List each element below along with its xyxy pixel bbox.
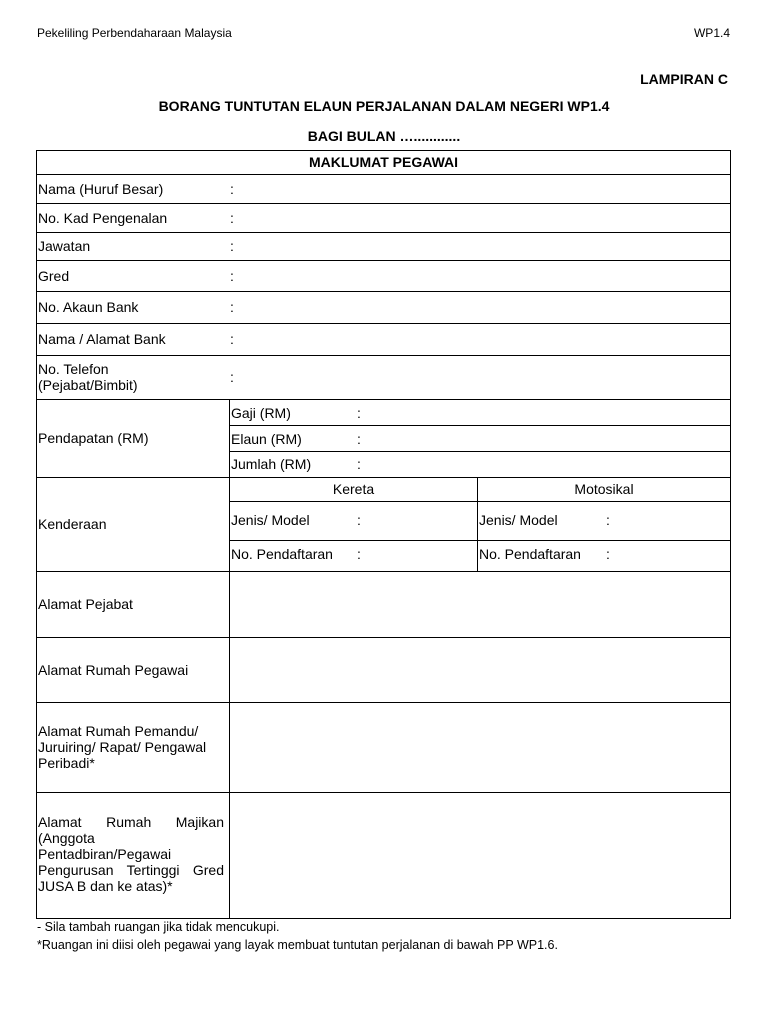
gaji-label: Gaji (RM): [231, 405, 291, 421]
field-colon: :: [606, 512, 610, 528]
row-divider: [36, 174, 731, 175]
alamat-pemandu-label: Alamat Rumah Pemandu/ Juruiring/ Rapat/ Pengawal Peribadi*: [38, 723, 207, 771]
kereta-header: Kereta: [332, 481, 375, 497]
field-label-akaun: No. Akaun Bank: [38, 299, 139, 315]
note-line: *Ruangan ini diisi oleh pegawai yang layak membuat tuntutan perjalanan di bawah PP WP1.6.: [37, 938, 558, 952]
field-colon: :: [357, 546, 361, 562]
row-divider: [229, 540, 731, 541]
row-divider: [36, 702, 731, 703]
alamat-majikan-label: Alamat Rumah Majikan (Anggota Pentadbiran/Pegawai Pengurusan Tertinggi Gred JUSA B dan ke atas)*: [38, 814, 224, 894]
field-colon: :: [230, 181, 234, 197]
field-colon: :: [357, 512, 361, 528]
row-divider: [36, 792, 731, 793]
row-divider: [36, 323, 731, 324]
row-divider: [229, 451, 731, 452]
field-colon: :: [230, 238, 234, 254]
field-colon: :: [357, 405, 361, 421]
field-label-gred: Gred: [38, 268, 70, 284]
header-right: WP1.4: [693, 26, 730, 40]
motosikal-jenis-label: Jenis/ Model: [479, 512, 558, 528]
elaun-label: Elaun (RM): [231, 431, 302, 447]
field-colon: :: [606, 546, 610, 562]
border-top: [36, 150, 731, 151]
row-divider: [36, 399, 731, 400]
field-label-bank: Nama / Alamat Bank: [38, 331, 166, 347]
col-divider: [229, 571, 230, 919]
header-left: Pekeliling Perbendaharaan Malaysia: [37, 26, 232, 40]
border-right: [730, 150, 731, 919]
row-divider: [36, 637, 731, 638]
row-divider: [36, 291, 731, 292]
section-title: MAKLUMAT PEGAWAI: [308, 154, 459, 170]
field-colon: :: [230, 299, 234, 315]
field-label-kad: No. Kad Pengenalan: [38, 210, 168, 226]
row-divider: [36, 260, 731, 261]
field-colon: :: [230, 331, 234, 347]
row-divider: [36, 571, 731, 572]
row-divider: [36, 203, 731, 204]
jumlah-label: Jumlah (RM): [231, 456, 312, 472]
row-divider: [36, 355, 731, 356]
field-colon: :: [230, 268, 234, 284]
motosikal-header: Motosikal: [574, 481, 634, 497]
field-label-nama: Nama (Huruf Besar): [38, 181, 164, 197]
pendapatan-label: Pendapatan (RM): [38, 430, 149, 446]
field-label-jawatan: Jawatan: [38, 238, 91, 254]
form-title: BORANG TUNTUTAN ELAUN PERJALANAN DALAM NEGERI WP1.4: [158, 98, 610, 114]
field-colon: :: [357, 431, 361, 447]
kereta-pendaftaran-label: No. Pendaftaran: [231, 546, 333, 562]
field-colon: :: [230, 210, 234, 226]
border-bottom: [36, 918, 731, 919]
lampiran-label: LAMPIRAN C: [640, 71, 728, 87]
alamat-rumah-pegawai-label: Alamat Rumah Pegawai: [38, 662, 189, 678]
field-colon: :: [357, 456, 361, 472]
kenderaan-label: Kenderaan: [38, 516, 107, 532]
border-left: [36, 150, 37, 919]
row-divider: [229, 425, 731, 426]
form-subtitle: BAGI BULAN …............: [307, 128, 461, 144]
motosikal-pendaftaran-label: No. Pendaftaran: [479, 546, 581, 562]
field-colon: :: [230, 369, 234, 385]
note-line: - Sila tambah ruangan jika tidak mencukupi.: [37, 920, 280, 934]
kereta-jenis-label: Jenis/ Model: [231, 512, 310, 528]
alamat-pejabat-label: Alamat Pejabat: [38, 596, 133, 612]
row-divider: [36, 232, 731, 233]
field-label-telefon-sub: (Pejabat/Bimbit): [38, 377, 138, 393]
row-divider: [36, 477, 731, 478]
row-divider: [229, 501, 731, 502]
field-label-telefon: No. Telefon: [38, 361, 109, 377]
